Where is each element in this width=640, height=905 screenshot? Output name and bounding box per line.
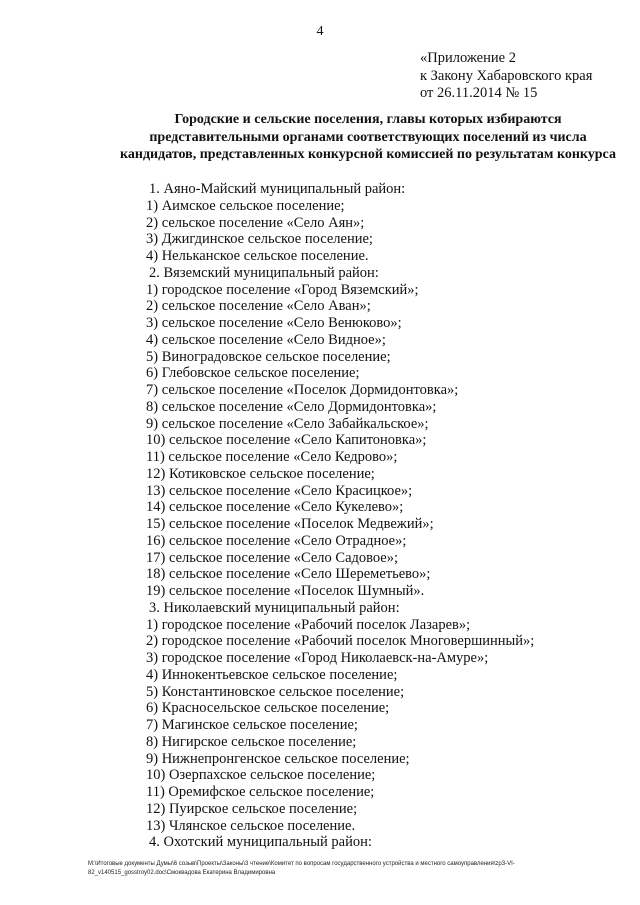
settlement-item: 8) сельское поселение «Село Дормидонтовка»;: [146, 398, 437, 415]
settlement-item: 2) сельское поселение «Село Аван»;: [146, 298, 371, 315]
title-line: Городские и сельские поселения, главы которых избираются: [174, 112, 562, 127]
page-number: 4: [316, 24, 324, 39]
settlement-item: 6) Глебовское сельское поселение;: [146, 365, 360, 382]
settlement-item: 12) Пуирское сельское поселение;: [146, 800, 358, 817]
settlement-item: 4) Иннокентьевское сельское поселение;: [146, 666, 398, 683]
settlement-item: 2) городское поселение «Рабочий поселок Многовершинный»;: [146, 633, 535, 650]
settlement-item: 5) Константиновское сельское поселение;: [146, 683, 405, 700]
footer-line: M:\Итоговые документы Думы\6 созыв\Проекты\Законы\3 чтение\Комитет по вопросам государственного устройства и местного самоуправления\zp3-VI-: [88, 861, 515, 867]
settlement-item: 6) Красносельское сельское поселение;: [146, 700, 390, 717]
settlement-item: 11) Оремифское сельское поселение;: [146, 784, 375, 800]
settlement-item: 16) сельское поселение «Село Отрадное»;: [146, 532, 407, 549]
title-line: представительными органами соответствующих поселений из числа: [149, 129, 587, 145]
settlement-item: 18) сельское поселение «Село Шереметьево»;: [146, 566, 431, 583]
settlement-item: 14) сельское поселение «Село Кукелево»;: [146, 499, 404, 516]
settlement-item: 3) городское поселение «Город Николаевск-на-Амуре»;: [146, 650, 489, 666]
settlement-item: 2) сельское поселение «Село Аян»;: [146, 214, 365, 231]
settlement-item: 17) сельское поселение «Село Садовое»;: [146, 549, 399, 566]
settlement-item: 13) Члянское сельское поселение.: [146, 817, 356, 834]
settlement-item: 9) сельское поселение «Село Забайкальское»;: [146, 415, 429, 432]
district-heading: 1. Аяно-Майский муниципальный район:: [149, 181, 406, 197]
settlement-item: 13) сельское поселение «Село Красицкое»;: [146, 482, 413, 499]
appendix-line: к Закону Хабаровского края: [420, 67, 593, 84]
footer-line: 82_v140515_gosstroy02.doc\Смоквадова Екатерина Владимировна: [88, 870, 276, 876]
settlement-item: 10) Озерпахское сельское поселение;: [146, 767, 376, 784]
settlement-item: 12) Котиковское сельское поселение;: [146, 465, 375, 482]
settlement-item: 3) Джигдинское сельское поселение;: [146, 231, 373, 248]
file-path-footer: [88, 860, 628, 878]
appendix-line: «Приложение 2: [420, 50, 516, 66]
settlement-item: 1) городское поселение «Рабочий поселок Лазарев»;: [146, 616, 471, 633]
district-heading: 2. Вяземский муниципальный район:: [149, 264, 379, 281]
settlement-item: 7) сельское поселение «Поселок Дормидонтовка»;: [146, 382, 459, 398]
settlement-item: 4) сельское поселение «Село Видное»;: [146, 331, 386, 348]
district-heading: 4. Охотский муниципальный район:: [149, 834, 372, 851]
settlement-item: 1) Аимское сельское поселение;: [146, 197, 345, 214]
settlement-item: 5) Виноградовское сельское поселение;: [146, 348, 391, 365]
document-title: [108, 111, 628, 164]
settlement-item: 11) сельское поселение «Село Кедрово»;: [146, 449, 398, 465]
district-heading: 3. Николаевский муниципальный район:: [149, 599, 400, 616]
settlement-item: 15) сельское поселение «Поселок Медвежий»;: [146, 516, 434, 532]
settlement-item: 4) Нельканское сельское поселение.: [146, 248, 369, 264]
settlement-item: 10) сельское поселение «Село Капитоновка»;: [146, 432, 427, 449]
settlement-item: 7) Магинское сельское поселение;: [146, 717, 358, 733]
settlement-item: 19) сельское поселение «Поселок Шумный».: [146, 583, 425, 599]
appendix-line: от 26.11.2014 № 15: [420, 85, 538, 101]
title-line: кандидатов, представленных конкурсной комиссией по результатам конкурса: [120, 147, 616, 162]
settlement-item: 9) Нижнепронгенское сельское поселение;: [146, 750, 410, 767]
settlement-item: 3) сельское поселение «Село Венюково»;: [146, 315, 402, 331]
settlement-item: 8) Нигирское сельское поселение;: [146, 733, 357, 750]
appendix-header: [420, 50, 592, 103]
settlement-item: 1) городское поселение «Город Вяземский»;: [146, 281, 419, 298]
